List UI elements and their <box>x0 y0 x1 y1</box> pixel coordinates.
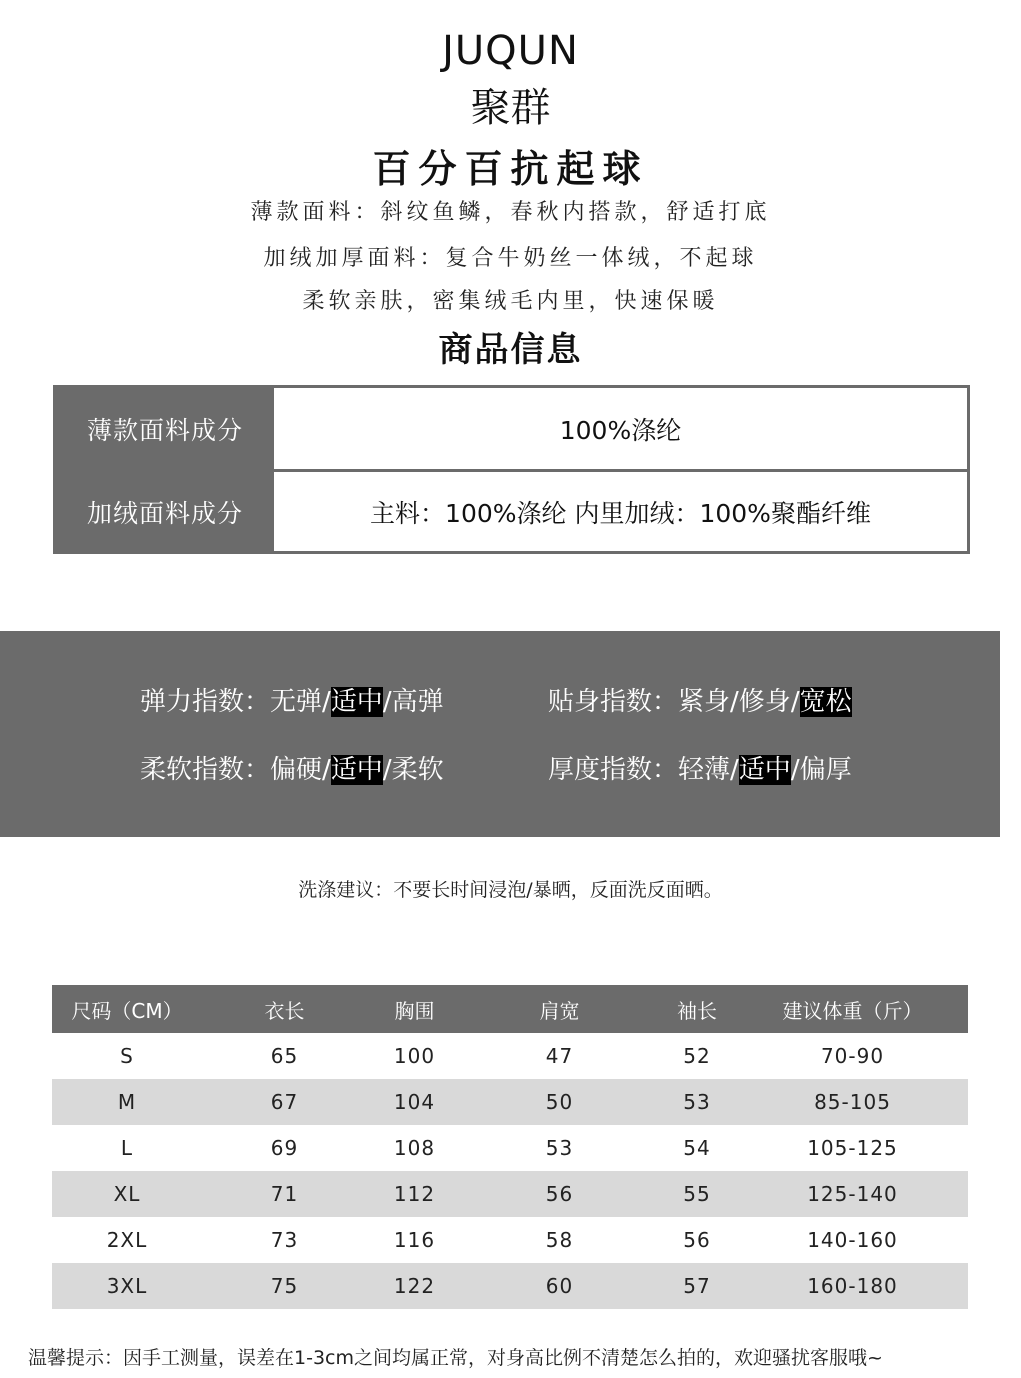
index-option-selected: 适中 <box>330 687 383 717</box>
table-cell: 140-160 <box>807 1228 898 1252</box>
description-line-3: 柔软亲肤，密集绒毛内里，快速保暖 <box>302 289 719 314</box>
header-chest: 胸围 <box>394 998 435 1023</box>
fabric-value: 100%涤纶 <box>559 415 682 445</box>
fabric-table <box>53 385 970 554</box>
index-option: 柔软 <box>391 755 444 785</box>
table-cell: 56 <box>545 1182 574 1206</box>
table-row <box>52 1263 968 1309</box>
table-cell: 56 <box>683 1228 711 1252</box>
index-separator: / <box>730 687 739 717</box>
index-separator: / <box>322 755 331 785</box>
table-cell: 2XL <box>106 1228 148 1252</box>
index-separator: / <box>382 755 392 785</box>
table-cell: 116 <box>393 1228 436 1252</box>
table-cell: 47 <box>545 1044 574 1068</box>
index-option: 高弹 <box>391 687 444 717</box>
header-length: 衣长 <box>264 998 305 1023</box>
index-panel <box>0 631 1000 837</box>
fabric-row-fleece <box>56 472 967 551</box>
header-weight: 建议体重（斤） <box>782 998 923 1023</box>
index-option: 偏厚 <box>799 755 852 785</box>
table-cell: M <box>117 1090 137 1114</box>
size-table-header <box>52 985 968 1033</box>
table-cell: 53 <box>545 1136 574 1160</box>
index-softness <box>140 749 444 786</box>
fabric-row-thin <box>56 388 967 469</box>
index-option: 修身 <box>738 687 791 717</box>
brand-name-cn: 聚群 <box>470 85 551 131</box>
table-cell: 69 <box>270 1136 299 1160</box>
index-option: 紧身 <box>678 687 731 717</box>
fabric-label: 加绒面料成分 <box>56 472 274 551</box>
index-option-selected: 适中 <box>738 755 791 785</box>
table-cell: 60 <box>545 1274 574 1298</box>
index-elasticity <box>140 681 444 718</box>
table-cell: 65 <box>270 1044 299 1068</box>
table-row <box>52 1217 968 1263</box>
index-option: 轻薄 <box>678 755 731 785</box>
description-line-1: 薄款面料：斜纹鱼鳞，春秋内搭款，舒适打底 <box>250 200 771 225</box>
table-cell: 57 <box>683 1274 711 1298</box>
table-cell: 108 <box>393 1136 436 1160</box>
index-label: 柔软指数： <box>140 755 271 785</box>
table-cell: 104 <box>393 1090 436 1114</box>
header-sleeve: 袖长 <box>677 998 717 1023</box>
index-option: 无弹 <box>270 687 323 717</box>
table-cell: 160-180 <box>807 1274 898 1298</box>
table-row <box>52 1033 968 1079</box>
table-cell: 55 <box>683 1182 711 1206</box>
table-cell: 67 <box>270 1090 299 1114</box>
section-title: 商品信息 <box>438 330 583 370</box>
table-cell: 112 <box>393 1182 436 1206</box>
brand-name-en: JUQUN <box>442 28 579 74</box>
index-label: 贴身指数： <box>548 687 679 717</box>
index-separator: / <box>322 687 331 717</box>
table-cell: 122 <box>393 1274 436 1298</box>
size-table <box>52 985 968 1309</box>
table-cell: 100 <box>393 1044 436 1068</box>
table-cell: 125-140 <box>807 1182 898 1206</box>
table-row <box>52 1171 968 1217</box>
wash-advice: 洗涤建议：不要长时间浸泡/暴晒，反面洗反面晒。 <box>298 879 723 901</box>
table-cell: 75 <box>270 1274 299 1298</box>
fabric-label: 薄款面料成分 <box>56 388 274 469</box>
table-row <box>52 1079 968 1125</box>
table-cell: 54 <box>683 1136 711 1160</box>
table-cell: 50 <box>545 1090 574 1114</box>
table-cell: S <box>120 1044 134 1068</box>
table-cell: 73 <box>270 1228 299 1252</box>
header-size: 尺码（CM） <box>71 998 183 1023</box>
index-label: 厚度指数： <box>548 755 679 785</box>
table-cell: 70-90 <box>820 1044 885 1068</box>
index-separator: / <box>730 755 739 785</box>
index-label: 弹力指数： <box>140 687 271 717</box>
table-cell: XL <box>113 1182 141 1206</box>
index-separator: / <box>790 755 800 785</box>
table-row <box>52 1125 968 1171</box>
table-cell: L <box>120 1136 134 1160</box>
table-cell: 53 <box>683 1090 711 1114</box>
table-cell: 85-105 <box>814 1090 891 1114</box>
measurement-note: 温馨提示：因手工测量，误差在1-3cm之间均属正常，对身高比例不清楚怎么拍的，欢迎骚扰客服哦~ <box>28 1347 883 1369</box>
index-option-selected: 宽松 <box>799 687 852 717</box>
fabric-value: 主料：100%涤纶 内里加绒：100%聚酯纤维 <box>370 498 871 528</box>
table-cell: 105-125 <box>807 1136 898 1160</box>
headline: 百分百抗起球 <box>372 147 649 191</box>
table-cell: 58 <box>545 1228 574 1252</box>
header-shoulder: 肩宽 <box>539 998 580 1023</box>
size-table-body <box>52 1033 968 1309</box>
table-cell: 3XL <box>106 1274 148 1298</box>
index-separator: / <box>382 687 392 717</box>
description-line-2: 加绒加厚面料：复合牛奶丝一体绒，不起球 <box>263 246 758 271</box>
index-option: 偏硬 <box>270 755 323 785</box>
index-option-selected: 适中 <box>330 755 383 785</box>
index-thickness <box>548 749 852 786</box>
index-fit <box>548 681 852 718</box>
index-separator: / <box>790 687 800 717</box>
table-cell: 71 <box>270 1182 299 1206</box>
table-cell: 52 <box>683 1044 711 1068</box>
